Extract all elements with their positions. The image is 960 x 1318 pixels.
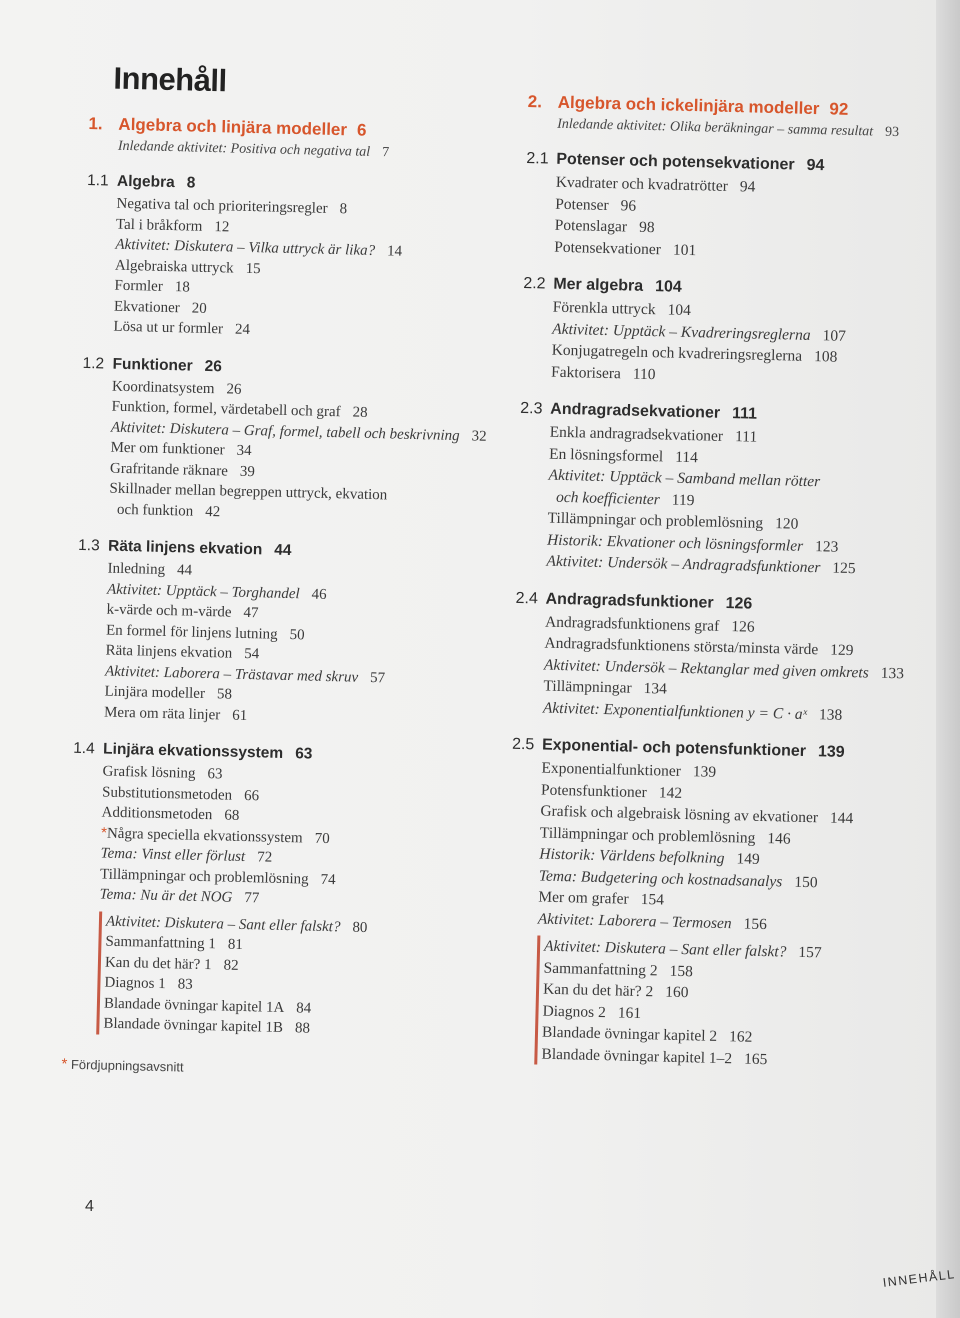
toc-entry: Historik: Världens befolkning 149 <box>539 845 760 868</box>
toc-entry: Aktivitet: Upptäck – Torghandel 46 <box>106 581 327 603</box>
toc-entry: Mer om funktioner 34 <box>110 439 252 460</box>
toc-entry: Potensfunktioner 142 <box>540 781 683 802</box>
toc-entry: Lösa ut ur formler 24 <box>113 318 251 338</box>
toc-entry: Historik: Ekvationer och lösningsformler 123 <box>546 531 839 556</box>
toc-entry: Aktivitet: Undersök – Rektanglar med given omkrets 133 <box>543 656 905 682</box>
section-heading: 2.3 Andragradsekvationer 111 <box>520 399 758 423</box>
toc-entry: Aktivitet: Diskutera – Sant eller falskt? 157 <box>543 937 822 962</box>
section-2-4 <box>513 589 928 728</box>
toc-entry: Aktivitet: Diskutera – Vilka uttryck är lika? 14 <box>115 236 403 260</box>
toc-entry: Additionsmetoden 68 <box>101 804 240 824</box>
toc-right-column <box>504 92 940 1092</box>
toc-entry: Tillämpningar och problemlösning 74 <box>99 865 336 888</box>
section-2-3 <box>516 400 932 582</box>
section-1-2 <box>79 354 523 529</box>
toc-entry: Blandade övningar kapitel 1–2 165 <box>541 1045 768 1068</box>
page-number: 4 <box>85 1198 94 1215</box>
toc-entry: Tillämpningar 134 <box>543 677 668 698</box>
running-footer: INNEHÅLL <box>882 1267 957 1290</box>
toc-entry: Kan du det här? 2 160 <box>542 980 689 1002</box>
section-heading: 1.3 Räta linjens ekvation 44 <box>77 536 292 560</box>
toc-entry: Potensekvationer 101 <box>554 238 697 259</box>
toc-entry: k-värde och m-värde 47 <box>106 601 259 622</box>
toc-entry: Negativa tal och prioriteringsregler 8 <box>116 195 348 218</box>
chapter-review-group <box>96 911 509 1044</box>
toc-entry: Aktivitet: Diskutera – Graf, formel, tabell och beskrivning 32 <box>110 419 487 445</box>
toc-entry: Aktivitet: Exponentialfunktionen y = C · aˣ 138 <box>542 699 843 724</box>
toc-entry: Potenslagar 98 <box>554 216 655 237</box>
toc-entry: Blandade övningar kapitel 1B 88 <box>103 1015 311 1037</box>
toc-entry: Diagnos 2 161 <box>542 1002 642 1022</box>
toc-entry: Andragradsfunktionens största/minsta värde 129 <box>544 634 854 660</box>
toc-entry: Koordinatsystem 26 <box>111 378 242 398</box>
footnote: * Fördjupningsavsnitt <box>61 1055 184 1075</box>
toc-entry: Algebraiska uttryck 15 <box>114 257 261 277</box>
intro-text: Inledande aktivitet: Positiva och negativa tal <box>117 138 371 160</box>
toc-entry: *Några speciella ekvationssystem 70 <box>100 824 330 847</box>
toc-entry: Kvadrater och kvadratrötter 94 <box>555 173 756 196</box>
asterisk-mark: * <box>61 1055 68 1073</box>
section-heading: 1.2 Funktioner 26 <box>82 354 223 375</box>
toc-entry: Tema: Budgetering och kostnadsanalys 150 <box>538 867 818 891</box>
toc-entry: Tillämpningar och problemlösning 120 <box>547 509 799 533</box>
toc-entry: Sammanfattning 1 81 <box>105 933 244 953</box>
section-heading: 2.2 Mer algebra 104 <box>523 274 682 296</box>
toc-entry: Tema: Vinst eller förlust 72 <box>100 845 273 866</box>
page-edge-shadow <box>936 0 960 1318</box>
toc-entry: Faktorisera 110 <box>550 363 656 383</box>
section-heading: 2.1 Potenser och potensekvationer 94 <box>526 149 825 175</box>
toc-entry: Räta linjens ekvation 54 <box>105 642 260 663</box>
toc-entry: Inledning 44 <box>107 560 193 579</box>
toc-entry: Blandade övningar kapitel 2 162 <box>541 1023 753 1046</box>
section-heading: 2.4 Andragradsfunktioner 126 <box>515 589 753 613</box>
section-heading: 2.5 Exponential- och potensfunktioner 139 <box>511 735 845 761</box>
toc-entry: Grafisk lösning 63 <box>102 763 223 783</box>
section-number: 1.1 <box>86 171 109 190</box>
toc-entry: Enkla andragradsekvationer 111 <box>549 423 758 446</box>
toc-entry: Aktivitet: Diskutera – Sant eller falskt? 80 <box>105 913 368 936</box>
toc-entry: Grafisk och algebraisk lösning av ekvationer 144 <box>540 802 854 828</box>
toc-entry: Funktion, formel, värdetabell och graf 28 <box>111 398 368 421</box>
toc-entry: Exponentialfunktioner 139 <box>541 759 717 781</box>
toc-entry: Mera om räta linjer 61 <box>103 704 248 724</box>
chapter-page: 6 <box>356 120 367 140</box>
toc-entry: Diagnos 1 83 <box>104 974 193 993</box>
toc-entry: Grafritande räknare 39 <box>109 460 256 480</box>
chapter-2-intro: Inledande aktivitet: Olika beräkningar – samma resultat 93 <box>557 116 900 141</box>
section-1-3 <box>74 537 518 733</box>
section-1-1 <box>83 172 527 347</box>
toc-entry: Andragradsfunktionens graf 126 <box>544 613 755 636</box>
page-title: Innehåll <box>113 60 228 99</box>
toc-entry: Aktivitet: Upptäck – Kvadreringsreglerna 107 <box>552 320 847 345</box>
toc-entry: Tal i bråkform 12 <box>115 216 230 235</box>
intro-page: 7 <box>381 145 390 161</box>
toc-entry: En formel för linjens lutning 50 <box>105 622 305 643</box>
section-1-4 <box>66 740 513 1044</box>
section-heading: 1.4 Linjära ekvationssystem 63 <box>72 739 313 763</box>
toc-entry: Skillnader mellan begreppen uttryck, ekvation och funktion 42 <box>109 480 388 520</box>
toc-entry: Konjugatregeln och kvadreringsreglerna 108 <box>551 341 838 366</box>
toc-entry: Mer om grafer 154 <box>538 888 665 909</box>
toc-left-column <box>61 60 530 1083</box>
toc-entry: Ekvationer 20 <box>113 298 207 317</box>
toc-entry: Blandade övningar kapitel 1A 84 <box>103 995 312 1017</box>
toc-entry: Tillämpningar och problemlösning 146 <box>539 824 791 848</box>
asterisk-mark: * <box>100 824 108 842</box>
section-2-2 <box>521 275 935 392</box>
toc-entry: Linjära modeller 58 <box>104 683 233 703</box>
toc-entry: Sammanfattning 2 158 <box>543 959 694 980</box>
toc-entry: Potenser 96 <box>555 195 637 215</box>
chapter-title: Algebra och linjära modeller <box>118 114 348 140</box>
section-2-1 <box>524 150 938 267</box>
section-title: Algebra <box>116 172 175 192</box>
chapter-2-heading: 2. Algebra och ickelinjära modeller 92 <box>527 92 849 119</box>
toc-entry: Aktivitet: Laborera – Termosen 156 <box>537 909 768 933</box>
toc-entry: Förenkla uttryck 104 <box>552 298 692 320</box>
section-page: 8 <box>186 174 196 192</box>
chapter-number: 1. <box>88 113 103 134</box>
section-2-5 <box>504 736 924 1074</box>
toc-entry: En lösningsformel 114 <box>548 445 699 466</box>
toc-entry: Kan du det här? 1 82 <box>104 954 239 974</box>
toc-entry: Aktivitet: Laborera – Trästavar med skruv 57 <box>104 663 386 686</box>
chapter-review-group <box>534 935 919 1073</box>
toc-entry: Formler 18 <box>114 277 190 296</box>
toc-entry: Tema: Nu är det NOG 77 <box>99 886 260 907</box>
toc-entry: Substitutionsmetoden 66 <box>101 784 260 804</box>
toc-entry: Aktivitet: Undersök – Andragradsfunktioner 125 <box>546 552 856 578</box>
toc-entry: Aktivitet: Upptäck – Samband mellan rötter och koefficienter 119 <box>548 466 821 509</box>
